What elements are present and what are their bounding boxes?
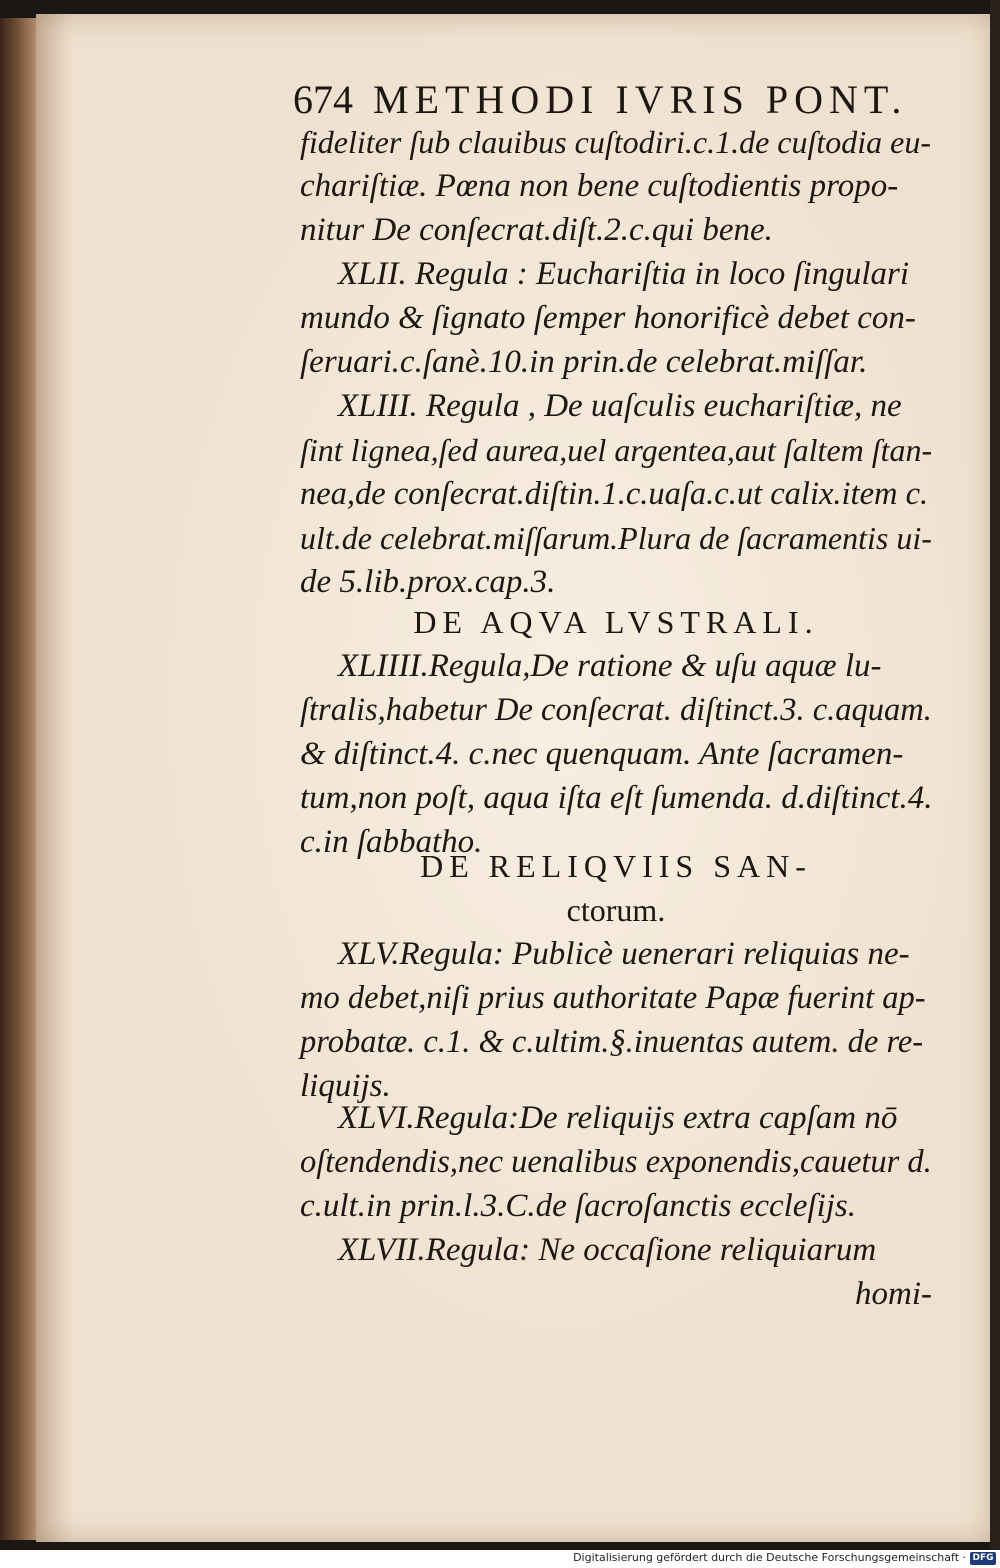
page-right-edge: [990, 0, 1000, 1550]
text-line: tum,non poſt, aqua iſta eſt ſumenda. d.diſtinct.4.: [300, 780, 933, 816]
page-number: 674: [293, 77, 353, 122]
text-line: chariſtiæ. Pœna non bene cuſtodientis propo-: [300, 168, 899, 204]
dfg-logo: DFG: [970, 1552, 996, 1565]
text-line: probatæ. c.1. & c.ultim.§.inuentas autem. de re-: [300, 1024, 924, 1060]
text-line: XLVII.Regula: Ne occaſione reliquiarum: [338, 1232, 877, 1268]
section-heading-continued: ctorum.: [566, 892, 666, 928]
text-line: nitur De conſecrat.diſt.2.c.qui bene.: [300, 212, 773, 248]
running-head: [293, 76, 933, 126]
text-line: mundo & ſignato ſemper honorificè debet con-: [300, 300, 916, 336]
text-line: & diſtinct.4. c.nec quenquam. Ante ſacramen-: [300, 736, 904, 772]
footer-credit: Digitalisierung gefördert durch die Deutsche Forschungsgemeinschaft ·: [573, 1551, 966, 1564]
text-line: ult.de celebrat.miſſarum.Plura de ſacramentis ui-: [300, 520, 932, 556]
section-heading: DE AQVA LVSTRALI.: [413, 604, 819, 640]
text-line: liquijs.: [300, 1068, 391, 1104]
text-line: ſeruari.c.ſanè.10.in prin.de celebrat.miſſar.: [300, 344, 868, 380]
running-title: METHODI IVRIS PONT.: [373, 77, 908, 122]
section-heading: DE RELIQVIIS SAN-: [420, 848, 812, 884]
text-line: c.ult.in prin.l.3.C.de ſacroſanctis eccleſijs.: [300, 1188, 857, 1224]
text-line: mo debet,niſi prius authoritate Papæ fuerint ap-: [300, 980, 926, 1016]
text-line: fideliter ſub clauibus cuſtodiri.c.1.de cuſtodia eu-: [300, 124, 931, 160]
catchword: homi-: [855, 1276, 932, 1312]
text-line: XLII. Regula : Euchariſtia in loco ſingulari: [338, 256, 910, 292]
text-line: oſtendendis,nec uenalibus exponendis,cauetur d.: [300, 1144, 932, 1180]
text-line: ſtralis,habetur De conſecrat. diſtinct.3. c.aquam.: [300, 692, 932, 728]
text-line: ſint lignea,ſed aurea,uel argentea,aut ſaltem ſtan-: [300, 432, 933, 468]
text-line: de 5.lib.prox.cap.3.: [300, 564, 556, 600]
text-line: XLIII. Regula , De uaſculis euchariſtiæ, ne: [338, 388, 902, 424]
text-line: XLIIII.Regula,De ratione & uſu aquæ lu-: [338, 648, 882, 684]
text-line: nea,de conſecrat.diſtin.1.c.uaſa.c.ut calix.item c.: [300, 476, 929, 512]
text-line: c.in ſabbatho.: [300, 824, 483, 860]
text-line: XLVI.Regula:De reliquijs extra capſam nō: [338, 1100, 898, 1136]
text-line: XLV.Regula: Publicè uenerari reliquias ne-: [338, 936, 910, 972]
digitization-footer: [0, 1550, 1000, 1568]
